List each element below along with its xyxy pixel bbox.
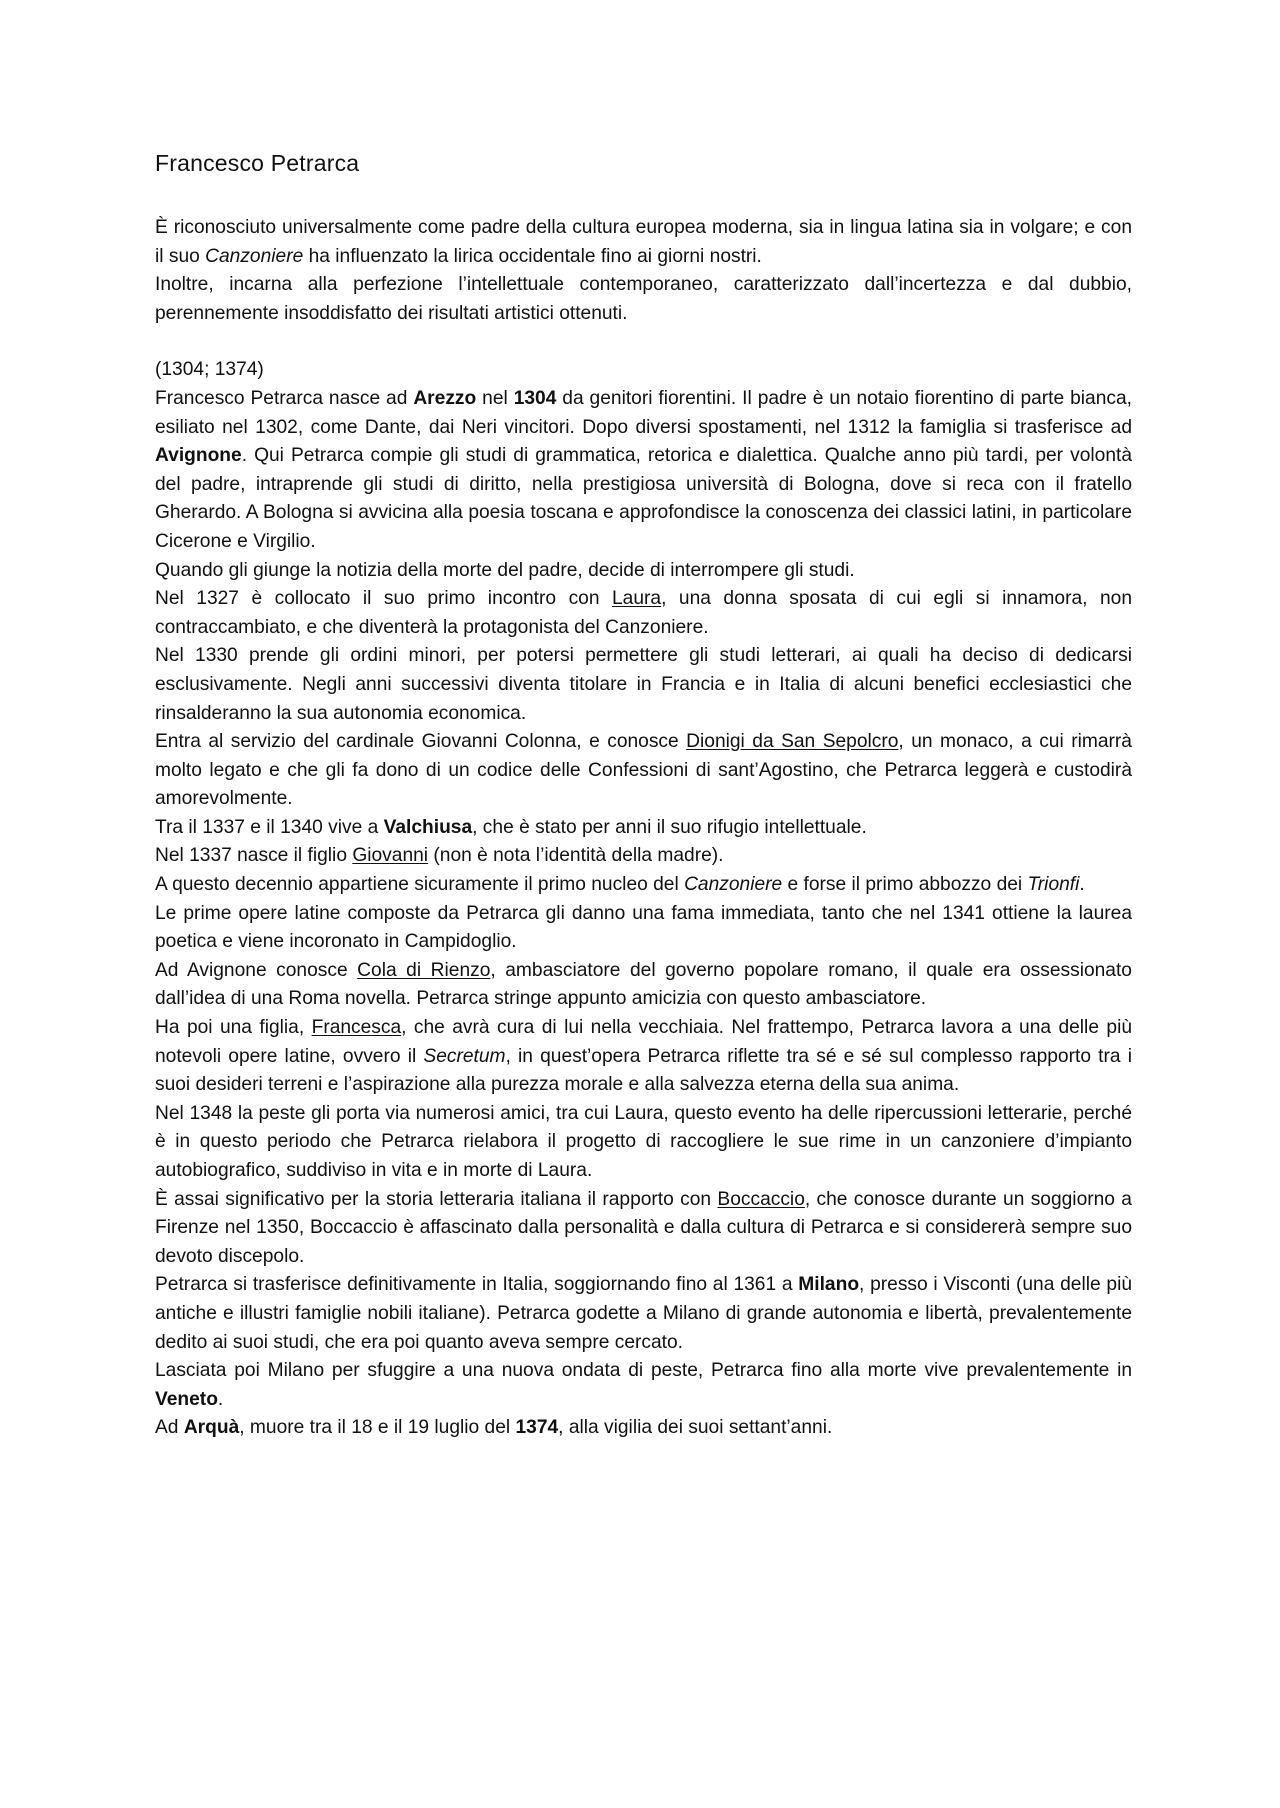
intro-section [155,214,1132,328]
italic-text: Canzoniere [684,874,783,896]
bio-paragraph [155,1414,1132,1443]
text-run: . [1079,874,1085,896]
text-run: Ad Avignone conosce [155,959,358,981]
text-run: , alla vigilia dei suoi settant’anni. [558,1417,833,1439]
text-run: Francesco Petrarca nasce ad [155,387,414,409]
text-run: da genitori fiorentini. Il padre è un notaio fiorentino di parte bianca, esiliato nel 1302, come Dante, dai Neri vincitori. Dopo diversi spostamenti, nel 1312 la famiglia si trasferisce ad [155,387,1132,438]
text-run: , che è stato per anni il suo rifugio intellettuale. [472,816,867,838]
text-run: È assai significativo per la storia letteraria italiana il rapporto con [155,1188,718,1210]
bold-text: 1374 [515,1417,559,1439]
underlined-name: Cola di Rienzo [357,959,491,981]
text-run: Nel 1327 è collocato il suo primo incontro con [155,588,612,610]
bio-paragraph [155,871,1132,900]
text-run: . [217,1388,224,1410]
intro-paragraph [155,214,1132,271]
text-run: Nel 1330 prende gli ordini minori, per potersi permettere gli studi letterari, ai quali ha deciso di dedicarsi esclusivamente. Negli anni successivi diventa titolare in Francia e in Italia di alcuni benefici ecclesiastici che rinsalderanno la sua autonomia economica. [155,645,1132,724]
bold-text: Valchiusa [383,816,473,838]
text-run: Tra il 1337 e il 1340 vive a [155,816,384,838]
text-run: Lasciata poi Milano per sfuggire a una nuova ondata di peste, Petrarca fino alla morte vive prevalentemente in [155,1360,1132,1382]
intro-paragraph [155,271,1132,328]
bio-paragraph [155,1014,1132,1100]
bio-paragraph [155,642,1132,728]
bio-paragraph [155,957,1132,1014]
italic-text: Trionfi [1027,874,1080,896]
text-run: , un monaco, a cui rimarrà molto legato e che gli fa dono di un codice delle Confessioni di sant’Agostino, che Petrarca leggerà e custodirà amorevolmente. [155,731,1132,810]
biography-section [155,356,1132,1443]
bold-text: Veneto [155,1388,218,1410]
text-run: A questo decennio appartiene sicuramente il primo nucleo del [155,874,685,896]
text-run: . Qui Petrarca compie gli studi di grammatica, retorica e dialettica. Qualche anno più tardi, per volontà del padre, intraprende gli studi di diritto, nella prestigiosa università di Bologna, dove si reca con il fratello Gherardo. A Bologna si avvicina alla poesia toscana e approfondisce la conoscenza dei classici latini, in particolare Cicerone e Virgilio. [155,445,1132,552]
text-run: ha influenzato la lirica occidentale fino ai giorni nostri. [303,245,762,267]
text-run: Inoltre, incarna alla perfezione l’intellettuale contemporaneo, caratterizzato dall’incertezza e dal dubbio, perennemente insoddisfatto dei risultati artistici ottenuti. [155,274,1132,324]
italic-text: Canzoniere [205,245,304,267]
text-run: Petrarca si trasferisce definitivamente in Italia, soggiornando fino al 1361 a [155,1274,799,1296]
bio-paragraph [155,557,1132,586]
bold-text: Arquà [183,1417,240,1439]
text-run: , una donna sposata di cui egli si innamora, non contraccambiato, e che diventerà la protagonista del Canzoniere. [155,588,1132,638]
bio-paragraph [155,814,1132,843]
underlined-name: Francesca [311,1017,402,1039]
bio-paragraph [155,900,1132,957]
bold-text: Milano [798,1274,860,1296]
text-run: , che avrà cura di lui nella vecchiaia. Nel frattempo, Petrarca lavora a una delle più notevoli opere latine, ovvero il [155,1017,1133,1067]
text-run: Nel 1348 la peste gli porta via numerosi amici, tra cui Laura, questo evento ha delle ripercussioni letterarie, perché è in questo periodo che Petrarca rielabora il progetto di raccogliere le sue rime in un canzoniere d’impianto autobiografico, suddiviso in vita e in morte di Laura. [155,1102,1132,1181]
text-run: Quando gli giunge la notizia della morte del padre, decide di interrompere gli studi. [155,559,855,581]
bio-paragraph [155,842,1132,871]
text-run: (non è nota l’identità della madre). [428,845,724,867]
text-run: , che conosce durante un soggiorno a Firenze nel 1350, Boccaccio è affascinato dalla personalità e dalla cultura di Petrarca e si considererà sempre suo devoto discepolo. [155,1188,1132,1267]
text-run: , muore tra il 18 e il 19 luglio del [239,1417,516,1439]
text-run: Entra al servizio del cardinale Giovanni Colonna, e conosce [155,731,687,753]
bio-paragraph [155,1357,1132,1414]
underlined-name: Boccaccio [717,1188,805,1210]
text-run: nel [476,387,514,409]
document-page [155,145,1132,1443]
text-run: , in quest’opera Petrarca riflette tra sé e sé sul complesso rapporto tra i suoi desideri terreni e l’aspirazione alla purezza morale e alla salvezza eterna della sua anima. [155,1045,1132,1096]
bold-text: Avignone [155,445,242,467]
bold-text: Arezzo [413,387,477,409]
bio-paragraph [155,1100,1132,1186]
bio-paragraph [155,1186,1132,1272]
text-run: , ambasciatore del governo popolare romano, il quale era ossessionato dall’idea di una Roma novella. Petrarca stringe appunto amicizia con questo ambasciatore. [155,959,1132,1010]
bio-paragraph [155,728,1132,814]
underlined-name: Dionigi da San Sepolcro [686,731,899,753]
text-run: e forse il primo abbozzo dei [782,874,1028,896]
text-run: Ha poi una figlia, [155,1017,312,1039]
underlined-name: Laura [612,588,662,610]
bold-text: 1304 [513,387,557,409]
bio-paragraph [155,585,1132,642]
text-run: Nel 1337 nasce il figlio [155,845,353,867]
text-run: (1304; 1374) [155,359,264,381]
underlined-name: Giovanni [352,845,429,867]
italic-text: Secretum [423,1045,506,1067]
bio-paragraph [155,356,1132,385]
text-run: Ad [155,1417,184,1439]
text-run: È riconosciuto universalmente come padre della cultura europea moderna, sia in lingua latina sia in volgare; e con il suo [155,217,1132,267]
text-run: Le prime opere latine composte da Petrarca gli danno una fama immediata, tanto che nel 1341 ottiene la laurea poetica e viene incoronato in Campidoglio. [155,902,1132,953]
bio-paragraph [155,385,1132,557]
text-run: , presso i Visconti (una delle più antiche e illustri famiglie nobili italiane). Petrarca godette a Milano di grande autonomia e libertà, prevalentemente dedito ai suoi studi, che era poi quanto aveva sempre cercato. [155,1274,1133,1353]
document-title: Francesco Petrarca [155,150,360,176]
bio-paragraph [155,1271,1132,1357]
